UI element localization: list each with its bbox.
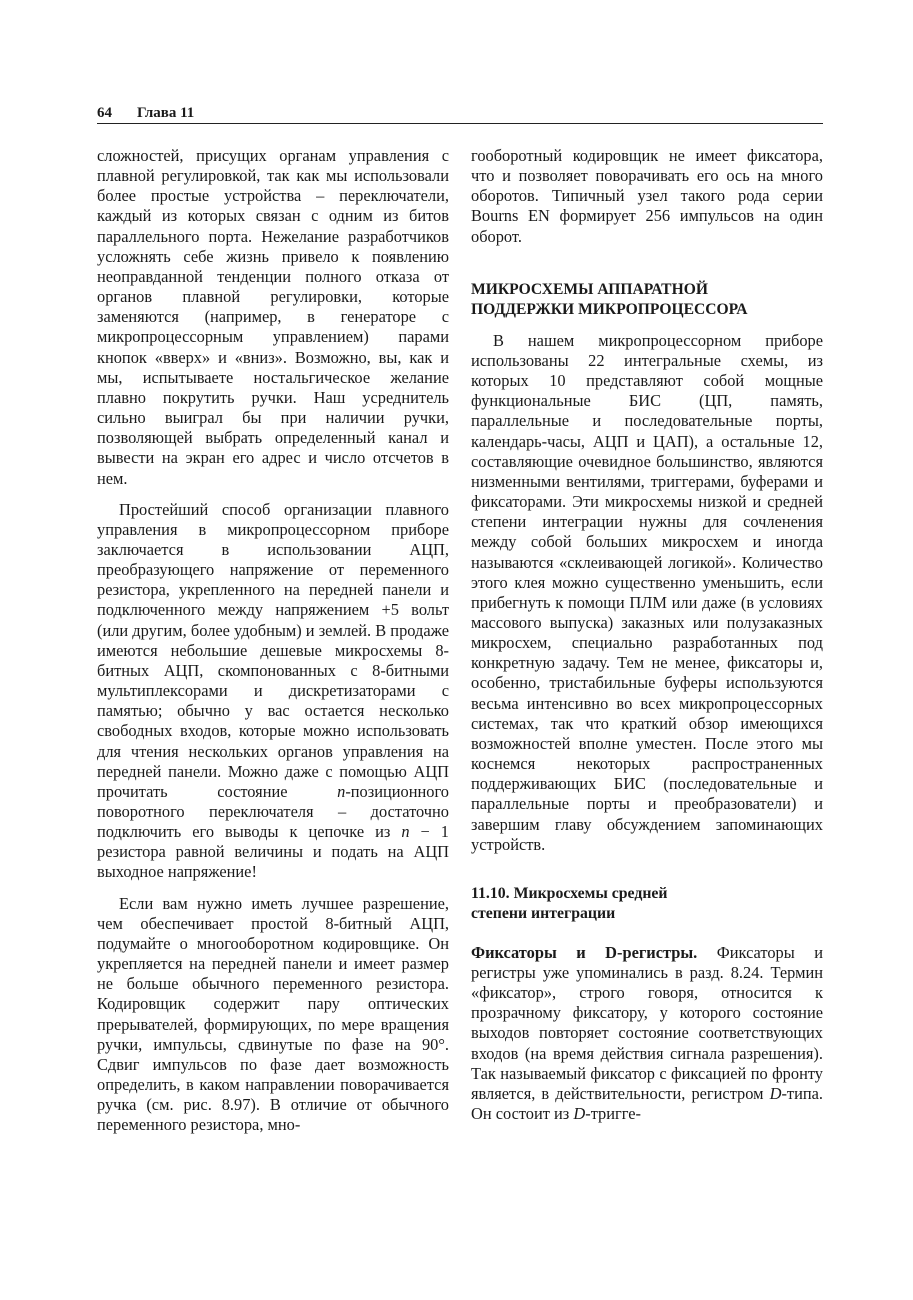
section-heading (471, 280, 823, 320)
heading-line: ПОДДЕРЖКИ МИКРОПРОЦЕССОРА (471, 300, 748, 318)
header-rule (97, 123, 823, 124)
text-run: -позиционного поворотного переключателя – достаточно подключить его выводы к цепочке из (97, 781, 449, 842)
paragraph: сложностей, присущих органам управления с плавной регулировкой, так как мы использовали более простые устройства – переключатели, каждый из которых связан с одним из битов параллельного порта. Нежелание разработчиков усложнять себе жизнь привело к появлению неоправданной тенденции полного отказа от органов плавной регулировки, которые заменяются (например, в генераторе с микропроцессорным управлением) парами кнопок «вверх» и «вниз». Возможно, вы, как и мы, испытываете ностальгическое желание плавно покрутить ручки. Наш усреднитель сильно выиграл бы при наличии ручки, позволяющей выбрать определенный канал и вывести на экран его адрес и число отсчетов в нем. (97, 146, 449, 488)
heading-line: МИКРОСХЕМЫ АППАРАТНОЙ (471, 280, 708, 298)
text-run: -типа. Он состоит из (471, 1083, 823, 1124)
paragraph: В нашем микропроцессорном приборе использованы 22 интегральные схемы, из которых 10 представляют собой мощные функциональные БИС (ЦП, память, параллельные и последовательные порты, календарь-часы, АЦП и ЦАП), а остальные 12, составляющие очевидное большинство, являются низменными вентилями, триггерами, буферами и фиксаторами. Эти микросхемы низкой и средней степени интеграции нужны для сочленения между собой больших микросхем и иногда называются «склеивающей логикой». Количество этого клея можно существенно уменьшить, если прибегнуть к помощи ПЛМ или даже (в условиях массового выпуска) заказных или полузаказных микросхем, специально разработанных под конкретную задачу. Тем не менее, фиксаторы и, особенно, тристабильные буферы используются весьма интенсивно во всех микропроцессорных системах, так что краткий обзор имеющихся возможностей вполне уместен. После этого мы коснемся некоторых распространенных поддерживающих БИС (последовательные и параллельные порты и преобразователи) и завершим главу обсуждением запоминающих устройств. (471, 330, 823, 854)
paragraph (471, 943, 823, 1124)
text-run: Фиксаторы и регистры уже упоминались в разд. 8.24. Термин «фиксатор», строго говоря, относится к прозрачному фиксатору, у которого состояние выходов повторяет состояние соответствующих входов (на время действия сигнала разрешения). Так называемый фиксатор с фиксацией по фронту является, в действительности, регистром (471, 942, 824, 1103)
left-column (97, 146, 449, 1136)
math-variable: n (401, 822, 410, 842)
heading-line: 11.10. Микросхемы средней (471, 884, 668, 902)
running-head (97, 104, 823, 122)
paragraph (97, 500, 449, 883)
math-variable: D (769, 1083, 782, 1103)
right-column (471, 146, 823, 1124)
math-variable: D (573, 1104, 586, 1124)
chapter-title: Глава 11 (137, 105, 195, 121)
subsection-heading (471, 884, 823, 924)
text-run: -тригге- (585, 1104, 641, 1124)
paragraph: гооборотный кодировщик не имеет фиксатора, что и позволяет поворачивать его ось на много оборотов. Типичный узел такого рода серии Bourns EN формирует 256 импульсов на один оборот. (471, 146, 823, 246)
run-in-heading: Фиксаторы и D-регистры. (471, 942, 698, 962)
paragraph: Если вам нужно иметь лучшее разрешение, чем обеспечивает простой 8-битный АЦП, подумайте о многооборотном кодировщике. Он укрепляется на передней панели и имеет размер не больше обычного переменного резистора. Кодировщик содержит пару оптических прерывателей, формирующих, по мере вращения ручки, импульсы, сдвинутые по фазе на 90°. Сдвиг импульсов по фазе дает возможность определить, в каком направлении поворачивается ручка (см. рис. 8.97). В отличие от обычного переменного резистора, мно- (97, 893, 449, 1135)
page-number: 64 (97, 105, 112, 121)
math-variable: n (337, 781, 346, 801)
heading-line: степени интеграции (471, 904, 616, 922)
text-run: − 1 резистора равной величины и подать на АЦП выходное напряжение! (97, 822, 449, 882)
text-run: Простейший способ организации плавного управления в микропроцессорном приборе заключается в использовании АЦП, преобразующего напряжение от переменного резистора, укрепленного на передней панели и подключенного между напряжением +5 вольт (или другим, более удобным) и землей. В продаже имеются небольшие дешевые микросхемы 8-битных АЦП, скомпонованных с 8-битными мультиплексорами и дискретизаторами с памятью; обычно у вас остается несколько свободных входов, которые можно использовать для чтения нескольких органов управления на передней панели. Можно даже с помощью АЦП прочитать состояние (97, 499, 449, 801)
